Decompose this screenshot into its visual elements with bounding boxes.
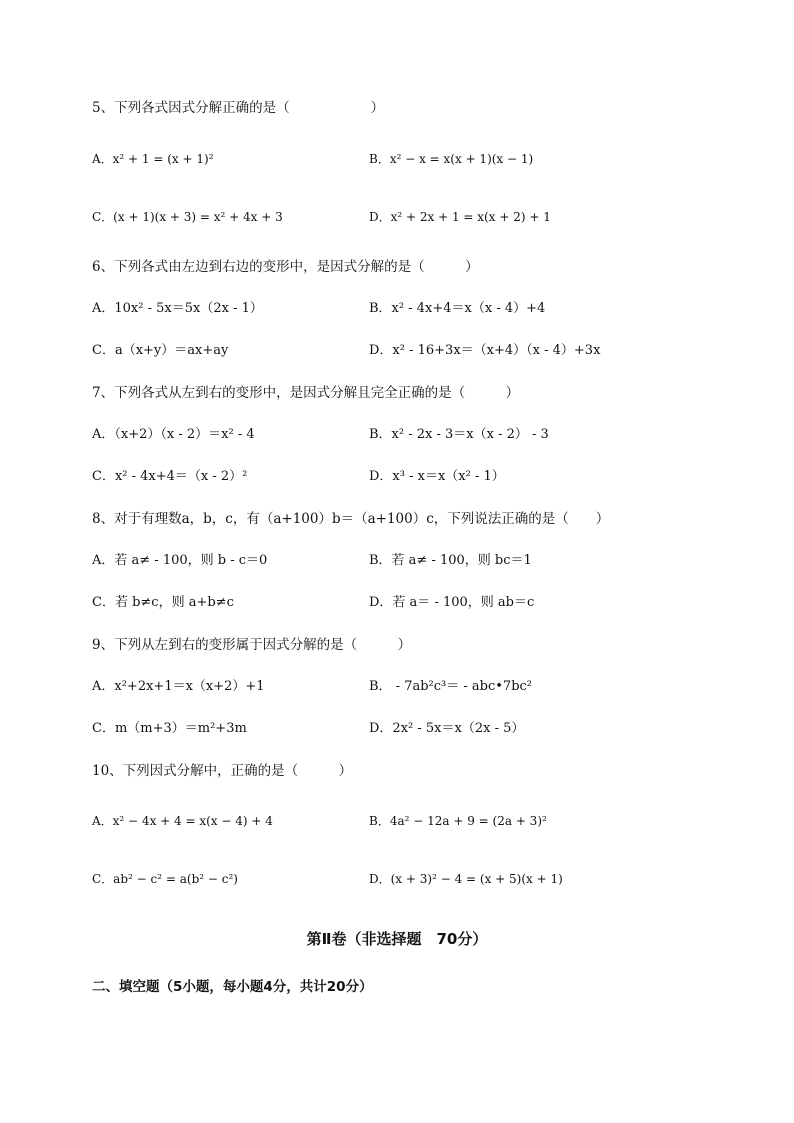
section-subtitle: 二、填空题（5小题，每小题4分，共计20分） (92, 979, 373, 995)
question-7-option-c: C．x² - 4x+4＝（x - 2）² (92, 469, 248, 484)
question-6-option-b: B．x² - 4x+4＝x（x - 4）+4 (369, 301, 546, 316)
section-title: 第Ⅱ卷（非选择题 70分） (306, 930, 488, 948)
question-7-option-b: B．x² - 2x - 3＝x（x - 2） - 3 (369, 427, 549, 442)
question-5-option-b: B．x² − x = x(x + 1)(x − 1) (369, 152, 534, 166)
question-8-stem: 8、对于有理数a，b，c，有（a+100）b＝（a+100）c，下列说法正确的是（ ） (92, 511, 610, 527)
question-9-option-a: A．x²+2x+1＝x（x+2）+1 (92, 679, 265, 694)
question-10-stem: 10、下列因式分解中，正确的是（ ） (92, 763, 353, 779)
question-8-option-a: A．若 a≠ - 100，则 b - c＝0 (92, 553, 268, 568)
question-6-option-d: D．x² - 16+3x＝（x+4）（x - 4）+3x (369, 343, 601, 358)
question-7-option-d: D．x³ - x＝x（x² - 1） (369, 469, 505, 484)
question-10-option-a: A．x² − 4x + 4 = x(x − 4) + 4 (92, 814, 273, 828)
question-8-option-b: B．若 a≠ - 100，则 bc＝1 (369, 553, 532, 568)
question-7-stem: 7、下列各式从左到右的变形中，是因式分解且完全正确的是（ ） (92, 385, 520, 401)
question-8-option-d: D．若 a＝ - 100，则 ab＝c (369, 595, 535, 610)
question-5-stem: 5、下列各式因式分解正确的是（ ） (92, 100, 385, 116)
question-10-option-c: C．ab² − c² = a(b² − c²) (92, 872, 238, 886)
question-6-option-c: C．a（x+y）＝ax+ay (92, 343, 229, 358)
question-10-option-b: B．4a² − 12a + 9 = (2a + 3)² (369, 814, 547, 828)
question-9-stem: 9、下列从左到右的变形属于因式分解的是（ ） (92, 637, 412, 653)
question-8-option-c: C．若 b≠c，则 a+b≠c (92, 595, 234, 610)
question-9-option-c: C．m（m+3）＝m²+3m (92, 721, 247, 736)
question-9-option-d: D．2x² - 5x＝x（2x - 5） (369, 721, 525, 736)
question-6-stem: 6、下列各式由左边到右边的变形中，是因式分解的是（ ） (92, 259, 479, 275)
question-10-option-d: D．(x + 3)² − 4 = (x + 5)(x + 1) (369, 872, 563, 886)
question-7-option-a: A．（x+2）（x - 2）＝x² - 4 (92, 427, 255, 442)
question-5-option-d: D．x² + 2x + 1 = x(x + 2) + 1 (369, 210, 551, 224)
question-6-option-a: A．10x² - 5x＝5x（2x - 1） (92, 301, 263, 316)
question-5-option-c: C．(x + 1)(x + 3) = x² + 4x + 3 (92, 210, 283, 224)
question-5-option-a: A．x² + 1 = (x + 1)² (92, 152, 214, 166)
question-9-option-b: B． - 7ab²c³＝ - abc•7bc² (369, 679, 533, 694)
